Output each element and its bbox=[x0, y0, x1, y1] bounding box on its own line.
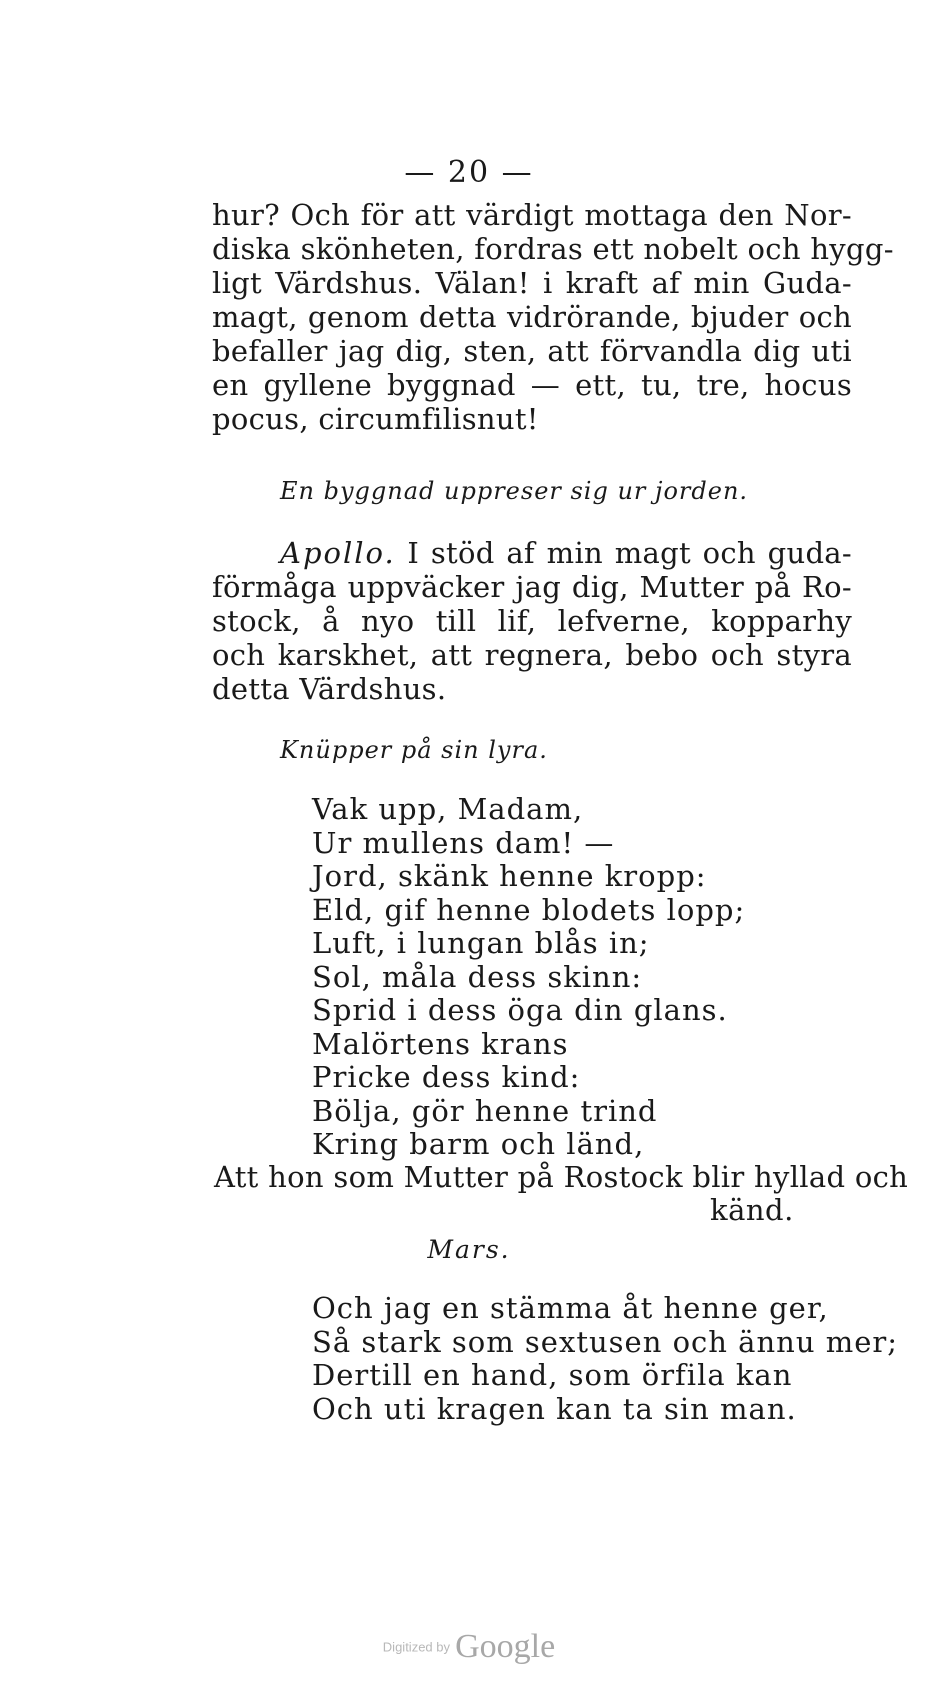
verse-line: Ur mullens dam! — bbox=[312, 825, 615, 860]
verse-line: Sprid i dess öga din glans. bbox=[312, 993, 728, 1027]
verse-line: Luft, i lungan blås in; bbox=[312, 926, 650, 960]
verse-line: Jord, skänk henne kropp: bbox=[312, 859, 707, 893]
text-line: hur? Och för att värdigt mottaga den Nor- bbox=[212, 198, 852, 232]
stage-direction: Knüpper på sin lyra. bbox=[280, 736, 548, 764]
verse-2 bbox=[312, 1292, 898, 1426]
text-line: och karskhet, att regnera, bebo och styra bbox=[212, 638, 852, 672]
text-line: ligt Värdshus. Välan! i kraft af min Guda- bbox=[212, 266, 852, 300]
paragraph-2 bbox=[212, 536, 852, 706]
verse-line: Pricke dess kind: bbox=[312, 1060, 581, 1094]
verse-line: Och uti kragen kan ta sin man. bbox=[312, 1391, 797, 1426]
digitized-watermark bbox=[0, 1628, 938, 1666]
verse-line: Och jag en stämma åt henne ger, bbox=[312, 1291, 829, 1325]
verse-long-line-continuation: känd. bbox=[710, 1193, 794, 1227]
text-line: magt, genom detta vidrörande, bjuder och bbox=[212, 300, 852, 334]
text-line-rest: I stöd af min magt och guda- bbox=[407, 536, 852, 570]
verse-line: Sol, måla dess skinn: bbox=[312, 959, 643, 994]
paragraph-1 bbox=[212, 198, 894, 436]
text-line: en gyllene byggnad — ett, tu, tre, hocus bbox=[212, 368, 852, 402]
text-line: stock, å nyo till lif, lefverne, kopparhy bbox=[212, 604, 852, 638]
verse-1 bbox=[312, 793, 745, 1162]
text-line: befaller jag dig, sten, att förvandla dig uti bbox=[212, 334, 852, 368]
page-number: — 20 — bbox=[404, 155, 534, 190]
verse-line: Bölja, gör henne trind bbox=[312, 1093, 658, 1128]
text-line: pocus, circumfilisnut! bbox=[212, 402, 539, 436]
text-line: förmåga uppväcker jag dig, Mutter på Ro- bbox=[212, 570, 852, 604]
verse-line: Malörtens krans bbox=[312, 1026, 569, 1061]
text-line: diska skönheten, fordras ett nobelt och hygg- bbox=[212, 232, 894, 266]
stage-direction: En byggnad uppreser sig ur jorden. bbox=[280, 477, 749, 505]
verse-line: Dertill en hand, som örfila kan bbox=[312, 1358, 793, 1392]
verse-line: Kring barm och länd, bbox=[312, 1127, 645, 1161]
verse-long-line: Att hon som Mutter på Rostock blir hyllad och bbox=[214, 1160, 909, 1194]
google-logo: Google bbox=[455, 1628, 556, 1665]
speaker-mars: Mars. bbox=[427, 1235, 511, 1264]
verse-line: Så stark som sextusen och ännu mer; bbox=[312, 1324, 899, 1359]
verse-line: Eld, gif henne blodets lopp; bbox=[312, 892, 746, 927]
speaker-name: Apollo. bbox=[280, 536, 396, 570]
watermark-prefix: Digitized by bbox=[382, 1639, 450, 1655]
text-line: detta Värdshus. bbox=[212, 672, 447, 706]
text-line bbox=[212, 536, 852, 570]
verse-line: Vak upp, Madam, bbox=[312, 792, 584, 826]
